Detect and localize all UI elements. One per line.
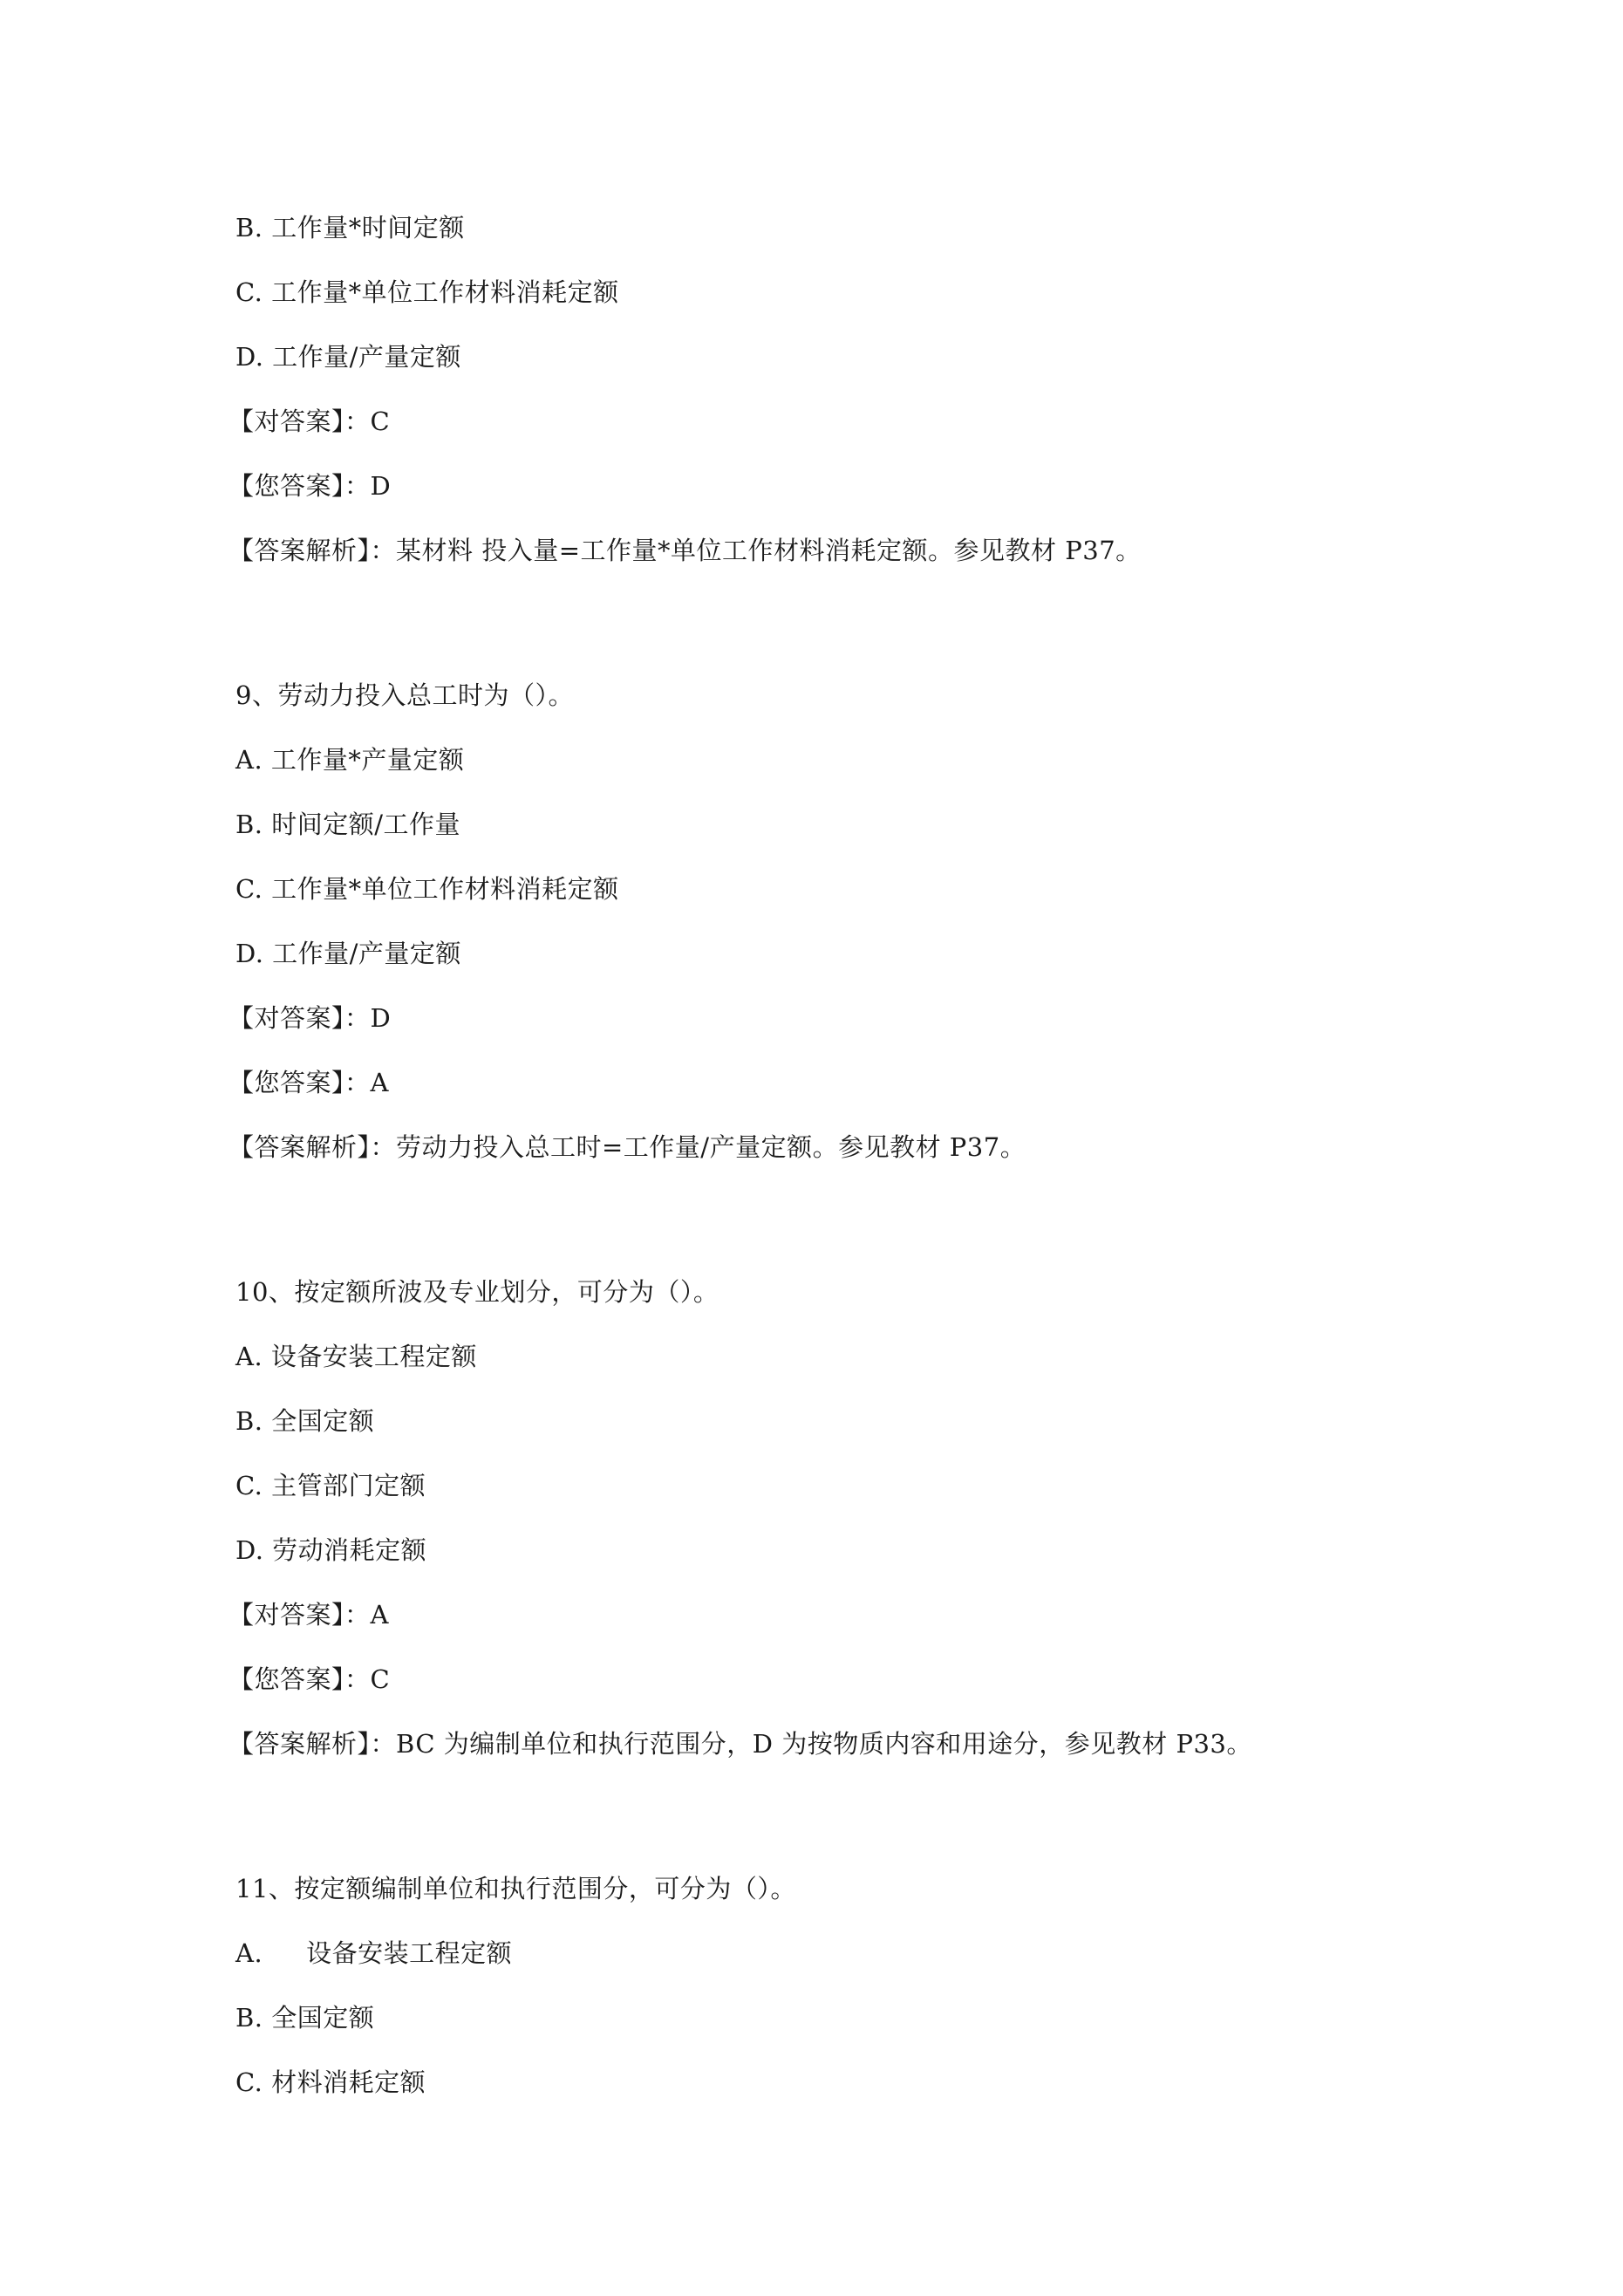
option-b: B. 全国定额 bbox=[235, 1406, 375, 1436]
correct-answer: 【对答案】：A bbox=[228, 1600, 389, 1630]
option-c: C. 材料消耗定额 bbox=[235, 2067, 426, 2097]
your-answer: 【您答案】：D bbox=[228, 471, 392, 501]
option-a: A. 工作量*产量定额 bbox=[235, 745, 465, 775]
correct-answer: 【对答案】：C bbox=[228, 407, 391, 436]
your-answer: 【您答案】：A bbox=[228, 1068, 389, 1097]
answer-explanation: 【答案解析】：某材料 投入量=工作量*单位工作材料消耗定额。参见教材 P37。 bbox=[228, 536, 1142, 565]
option-d: D. 工作量/产量定额 bbox=[235, 939, 461, 968]
option-a bbox=[235, 1937, 512, 1969]
option-c: C. 工作量*单位工作材料消耗定额 bbox=[235, 874, 619, 904]
question-11: 11、按定额编制单位和执行范围分，可分为（）。 bbox=[235, 1874, 796, 1903]
option-b: B. 全国定额 bbox=[235, 2003, 375, 2033]
question-10: 10、按定额所波及专业划分，可分为（）。 bbox=[235, 1277, 719, 1307]
option-d: D. 工作量/产量定额 bbox=[235, 342, 461, 372]
option-c: C. 主管部门定额 bbox=[235, 1471, 426, 1500]
option-b: B. 工作量*时间定额 bbox=[235, 213, 465, 243]
option-c: C. 工作量*单位工作材料消耗定额 bbox=[235, 277, 619, 307]
answer-explanation: 【答案解析】：BC 为编制单位和执行范围分，D 为按物质内容和用途分，参见教材 P33。 bbox=[228, 1729, 1252, 1759]
option-a-letter: A. bbox=[235, 1938, 263, 1968]
option-a: A. 设备安装工程定额 bbox=[235, 1342, 477, 1371]
your-answer: 【您答案】：C bbox=[228, 1664, 391, 1694]
option-b: B. 时间定额/工作量 bbox=[235, 810, 461, 839]
option-a-text: 设备安装工程定额 bbox=[306, 1938, 513, 1968]
correct-answer: 【对答案】：D bbox=[228, 1003, 392, 1033]
answer-explanation: 【答案解析】：劳动力投入总工时=工作量/产量定额。参见教材 P37。 bbox=[228, 1132, 1026, 1162]
question-9: 9、劳动力投入总工时为（）。 bbox=[235, 680, 574, 710]
option-d: D. 劳动消耗定额 bbox=[235, 1535, 427, 1565]
